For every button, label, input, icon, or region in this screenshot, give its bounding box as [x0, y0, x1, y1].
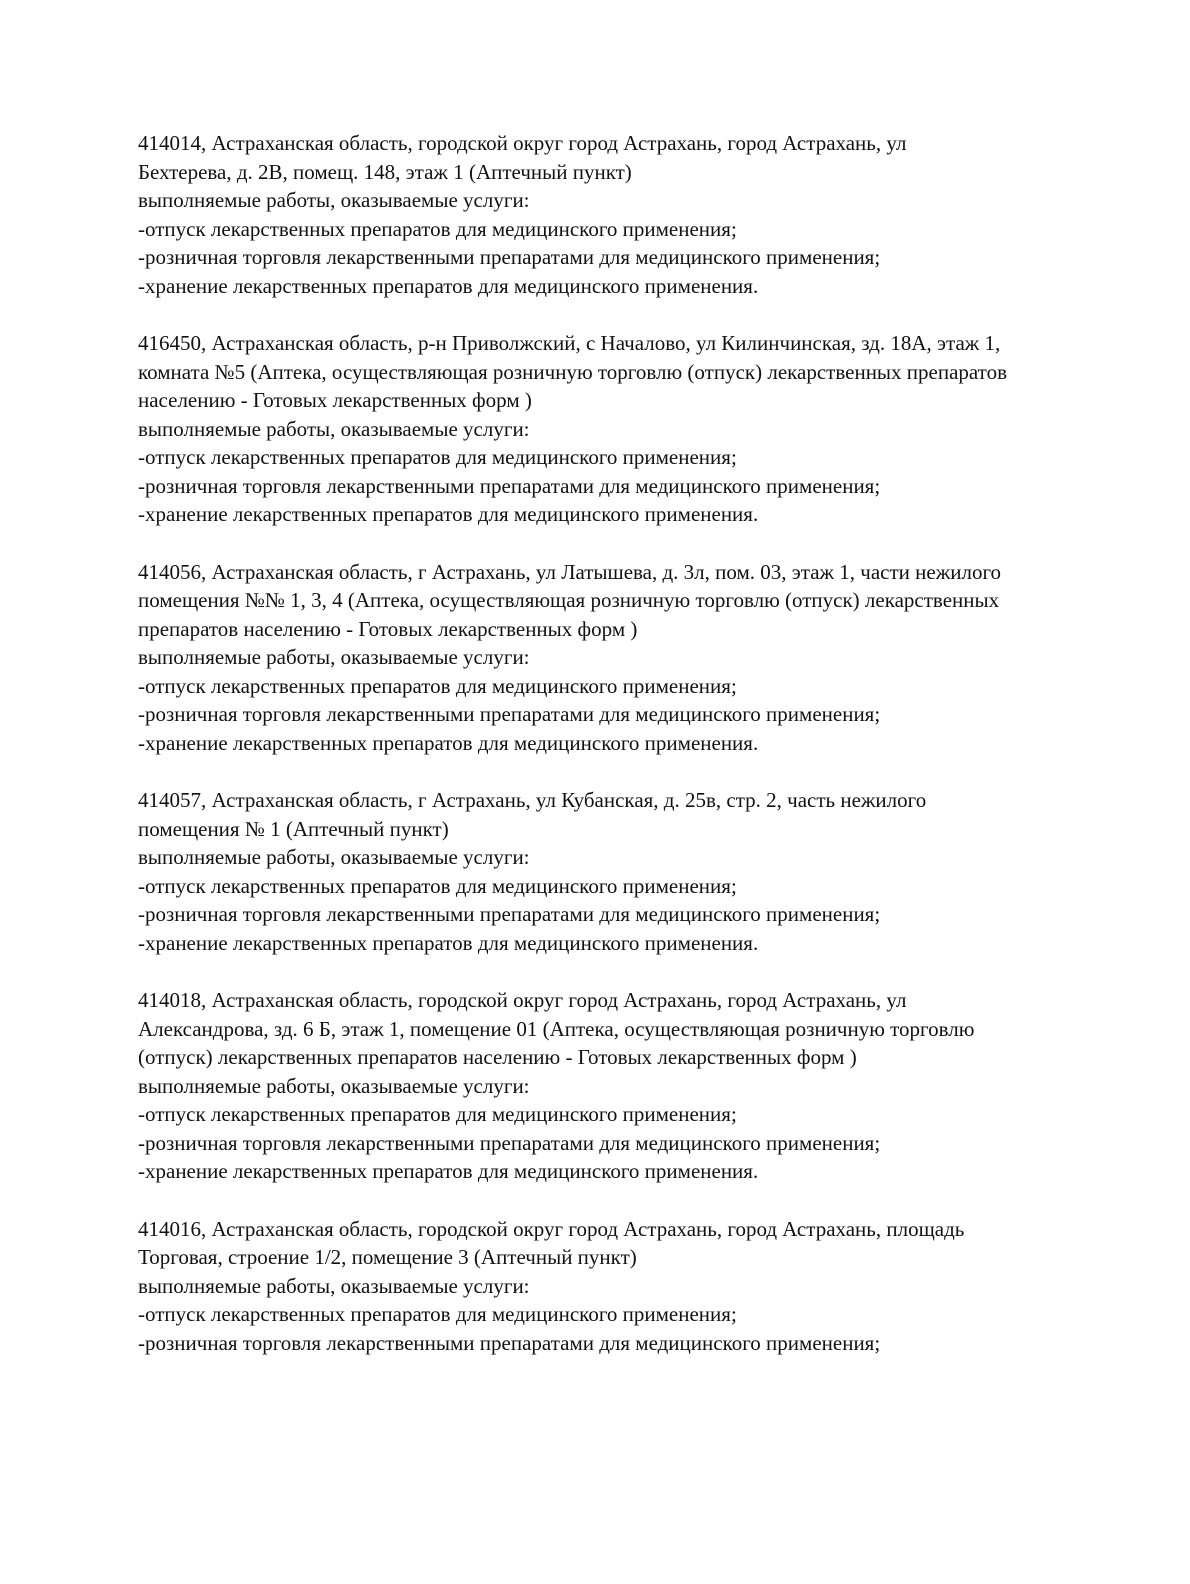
document-body — [138, 129, 1138, 1386]
address-line: 414016, Астраханская область, городской округ город Астрахань, город Астрахань, площадь — [138, 1216, 965, 1241]
pharmacy-entry — [138, 129, 1138, 300]
pharmacy-entry — [138, 329, 1138, 529]
address-line: (отпуск) лекарственных препаратов населению - Готовых лекарственных форм ) — [138, 1045, 857, 1069]
service-item: -розничная торговля лекарственными препаратами для медицинского применения; — [138, 245, 881, 269]
works-heading: выполняемые работы, оказываемые услуги: — [138, 1073, 530, 1098]
works-heading: выполняемые работы, оказываемые услуги: — [138, 1273, 530, 1298]
works-heading: выполняемые работы, оказываемые услуги: — [138, 416, 530, 441]
service-item: -розничная торговля лекарственными препаратами для медицинского применения; — [138, 1330, 881, 1355]
pharmacy-entry — [138, 1215, 1138, 1358]
address-line: помещения № 1 (Аптечный пункт) — [138, 816, 449, 841]
address-line: 414014, Астраханская область, городской округ город Астрахань, город Астрахань, ул — [138, 131, 907, 155]
address-line: 414057, Астраханская область, г Астрахань, ул Кубанская, д. 25в, стр. 2, часть нежилого — [138, 788, 927, 812]
service-item: -розничная торговля лекарственными препаратами для медицинского применения; — [138, 1130, 881, 1155]
pharmacy-entry — [138, 986, 1138, 1186]
address-line: комната №5 (Аптека, осуществляющая розничную торговлю (отпуск) лекарственных препаратов — [138, 359, 1007, 384]
service-item: -отпуск лекарственных препаратов для медицинского применения; — [138, 445, 737, 469]
service-item: -отпуск лекарственных препаратов для медицинского применения; — [138, 216, 737, 241]
address-line: помещения №№ 1, 3, 4 (Аптека, осуществляющая розничную торговлю (отпуск) лекарственных — [138, 588, 1000, 612]
address-line: 414056, Астраханская область, г Астрахань, ул Латышева, д. 3л, пом. 03, этаж 1, части нежилого — [138, 559, 1002, 584]
service-item: -хранение лекарственных препаратов для медицинского применения. — [138, 502, 759, 526]
service-item: -отпуск лекарственных препаратов для медицинского применения; — [138, 1102, 737, 1126]
service-item: -хранение лекарственных препаратов для медицинского применения. — [138, 930, 759, 955]
service-item: -розничная торговля лекарственными препаратами для медицинского применения; — [138, 902, 881, 926]
works-heading: выполняемые работы, оказываемые услуги: — [138, 845, 530, 869]
address-line: препаратов населению - Готовых лекарственных форм ) — [138, 616, 638, 641]
works-heading: выполняемые работы, оказываемые услуги: — [138, 188, 530, 212]
pharmacy-entry — [138, 558, 1138, 758]
address-line: Бехтерева, д. 2В, помещ. 148, этаж 1 (Аптечный пункт) — [138, 159, 632, 184]
address-line: 414018, Астраханская область, городской округ город Астрахань, город Астрахань, ул — [138, 988, 907, 1012]
pharmacy-entry — [138, 786, 1138, 957]
address-line: 416450, Астраханская область, р-н Приволжский, с Началово, ул Килинчинская, зд. 18А, этаж 1, — [138, 331, 1001, 355]
service-item: -хранение лекарственных препаратов для медицинского применения. — [138, 1159, 759, 1183]
service-item: -хранение лекарственных препаратов для медицинского применения. — [138, 273, 759, 298]
address-line: населению - Готовых лекарственных форм ) — [138, 388, 532, 412]
service-item: -отпуск лекарственных препаратов для медицинского применения; — [138, 1302, 737, 1326]
works-heading: выполняемые работы, оказываемые услуги: — [138, 645, 530, 669]
service-item: -розничная торговля лекарственными препаратами для медицинского применения; — [138, 702, 881, 726]
address-line: Александрова, зд. 6 Б, этаж 1, помещение 01 (Аптека, осуществляющая розничную торговлю — [138, 1016, 975, 1041]
service-item: -розничная торговля лекарственными препаратами для медицинского применения; — [138, 473, 881, 498]
service-item: -отпуск лекарственных препаратов для медицинского применения; — [138, 873, 737, 898]
service-item: -хранение лекарственных препаратов для медицинского применения. — [138, 730, 759, 755]
address-line: Торговая, строение 1/2, помещение 3 (Аптечный пункт) — [138, 1245, 637, 1269]
service-item: -отпуск лекарственных препаратов для медицинского применения; — [138, 673, 737, 698]
